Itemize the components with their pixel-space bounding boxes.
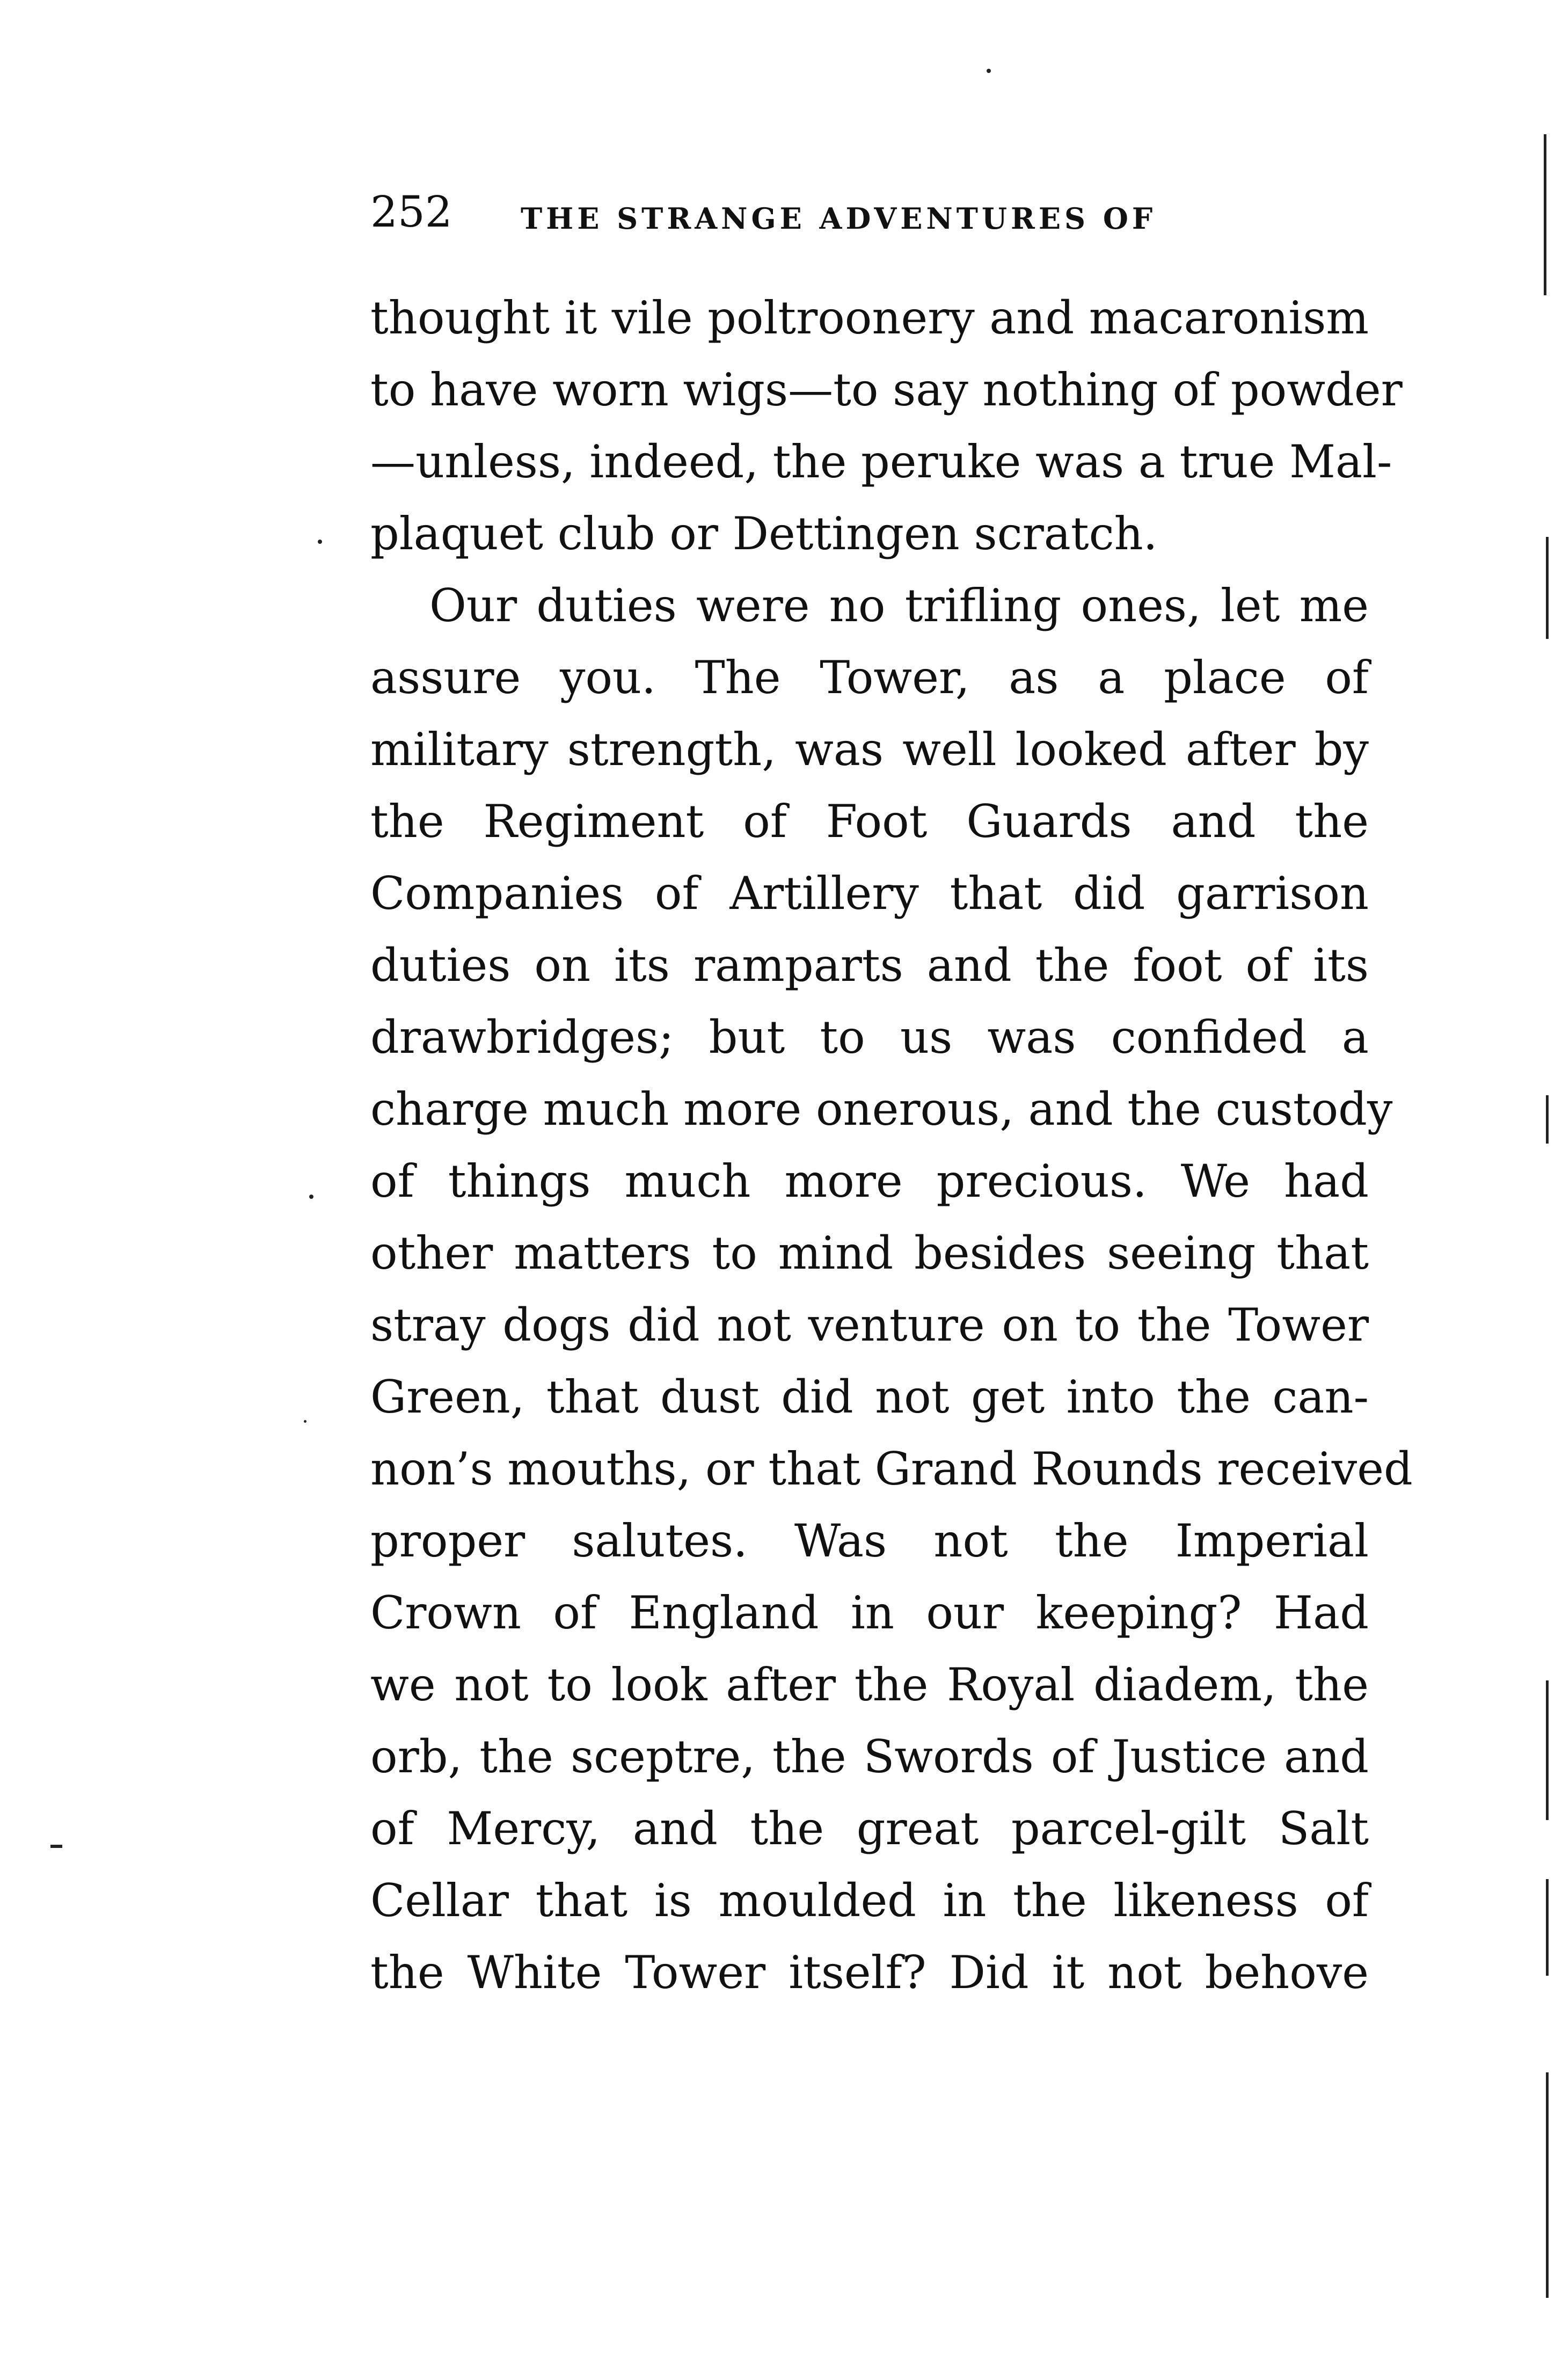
scan-speck bbox=[987, 69, 991, 73]
text-line: the White Tower itself? Did it not behove bbox=[370, 1946, 1369, 1999]
text-line: we not to look after the Royal diadem, the bbox=[370, 1658, 1369, 1711]
running-head bbox=[370, 183, 1374, 242]
text-line: to have worn wigs—to say nothing of powder bbox=[370, 363, 1403, 416]
text-line: drawbridges; but to us was confided a bbox=[370, 1011, 1369, 1064]
text-line: of things much more precious. We had bbox=[370, 1155, 1369, 1207]
scan-edge-mark bbox=[1546, 537, 1549, 639]
scan-edge-mark bbox=[1546, 1879, 1549, 1976]
scan-edge-mark bbox=[1546, 1680, 1549, 1820]
scan-speck bbox=[304, 1420, 306, 1423]
text-line: proper salutes. Was not the Imperial bbox=[370, 1515, 1369, 1567]
text-line: orb, the sceptre, the Swords of Justice and bbox=[370, 1730, 1369, 1783]
text-line: Companies of Artillery that did garrison bbox=[370, 867, 1369, 920]
text-line: military strength, was well looked after by bbox=[370, 723, 1369, 776]
scan-speck bbox=[309, 1195, 313, 1199]
scan-edge-mark bbox=[1546, 2072, 1549, 2298]
scan-edge-mark bbox=[1546, 1095, 1549, 1144]
text-line: non’s mouths, or that Grand Rounds received bbox=[370, 1443, 1413, 1495]
scan-edge-mark bbox=[1544, 134, 1546, 295]
text-line: charge much more onerous, and the custody bbox=[370, 1083, 1393, 1136]
text-line: plaquet club or Dettingen scratch. bbox=[370, 507, 1158, 560]
scan-dash bbox=[50, 1845, 62, 1848]
text-line: —unless, indeed, the peruke was a true Mal- bbox=[370, 435, 1392, 488]
page-number: 252 bbox=[370, 187, 452, 237]
text-line: other matters to mind besides seeing that bbox=[370, 1227, 1369, 1279]
text-line: Green, that dust did not get into the can- bbox=[370, 1371, 1369, 1423]
text-line: stray dogs did not venture on to the Tower bbox=[370, 1299, 1369, 1351]
text-line: Cellar that is moulded in the likeness of bbox=[370, 1874, 1369, 1927]
scan-speck bbox=[318, 540, 322, 544]
text-line: Crown of England in our keeping? Had bbox=[370, 1586, 1369, 1639]
text-line: thought it vile poltroonery and macaronism bbox=[370, 292, 1369, 344]
body-text bbox=[370, 282, 1413, 2008]
paragraph-first-line: Our duties were no trifling ones, let me bbox=[429, 579, 1369, 632]
text-line: of Mercy, and the great parcel-gilt Salt bbox=[370, 1802, 1369, 1855]
text-line: duties on its ramparts and the foot of its bbox=[370, 939, 1369, 992]
running-title: THE STRANGE ADVENTURES OF bbox=[521, 201, 1157, 236]
text-line: the Regiment of Foot Guards and the bbox=[370, 795, 1369, 848]
text-line: assure you. The Tower, as a place of bbox=[370, 651, 1369, 704]
